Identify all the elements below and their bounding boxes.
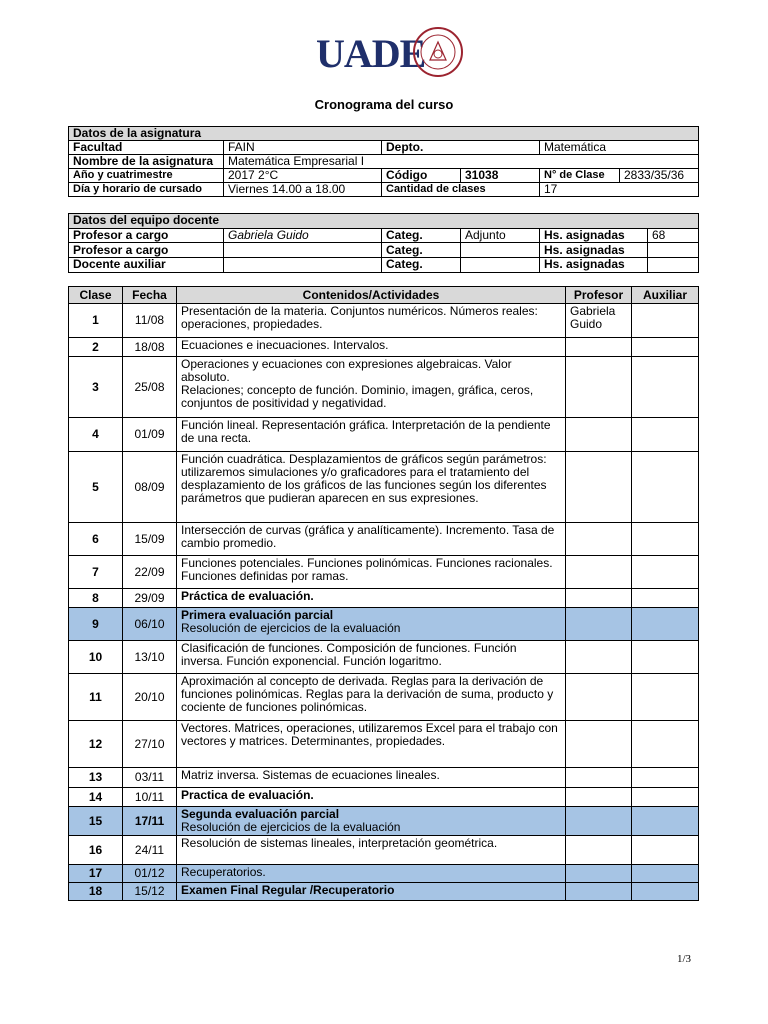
clase-number: 2 (69, 338, 123, 357)
fecha-cell: 11/08 (123, 304, 177, 338)
asignatura-section-title: Datos de la asignatura (69, 127, 699, 141)
contenidos-cell (177, 338, 566, 357)
cantidad-value: 17 (540, 183, 699, 197)
contenido-line: Resolución de ejercicios de la evaluación (181, 820, 401, 834)
hs-label: Hs. asignadas (540, 258, 648, 273)
table-row (69, 556, 699, 589)
fecha-cell: 22/09 (123, 556, 177, 589)
clase-number: 12 (69, 721, 123, 768)
contenido-line: Resolución de sistemas lineales, interpretación geométrica. (181, 836, 498, 850)
fecha-cell: 01/09 (123, 418, 177, 452)
fecha-cell: 08/09 (123, 452, 177, 523)
cronograma-body (69, 304, 699, 901)
profesor-cell (566, 865, 632, 883)
contenidos-cell (177, 721, 566, 768)
profesor-cell (566, 721, 632, 768)
contenido-line: Recuperatorios. (181, 865, 266, 879)
categ-label: Categ. (382, 243, 461, 258)
auxiliar-cell (632, 674, 699, 721)
contenidos-cell (177, 641, 566, 674)
profesor-cell (566, 836, 632, 865)
contenido-line: Ecuaciones e inecuaciones. Intervalos. (181, 338, 389, 352)
contenidos-cell (177, 589, 566, 608)
codigo-label: Código (382, 169, 461, 183)
table-row (69, 418, 699, 452)
contenidos-cell (177, 608, 566, 641)
contenidos-cell (177, 674, 566, 721)
clase-number: 15 (69, 807, 123, 836)
table-row (69, 589, 699, 608)
nombre-value: Matemática Empresarial I (224, 155, 699, 169)
clase-number: 7 (69, 556, 123, 589)
fecha-cell: 15/09 (123, 523, 177, 556)
auxiliar-cell (632, 556, 699, 589)
auxiliar-cell (632, 418, 699, 452)
clase-label: N° de Clase (540, 169, 620, 183)
contenido-line: Vectores. Matrices, operaciones, utilizaremos Excel para el trabajo con vectores y matrices. Determinantes, propiedades. (181, 721, 558, 748)
categ-label: Categ. (382, 228, 461, 243)
auxiliar-cell (632, 788, 699, 807)
contenido-line: Función cuadrática. Desplazamientos de gráficos según parámetros: utilizaremos simulaciones y/o graficadores para el tratamiento del desplazamiento de los gráficos de las funciones según los diferentes parámetros que pudieran aparecen en sus expresiones. (181, 452, 547, 505)
hs-value (648, 243, 699, 258)
clase-number: 16 (69, 836, 123, 865)
contenidos-cell (177, 523, 566, 556)
auxiliar-cell (632, 452, 699, 523)
table-row (69, 865, 699, 883)
facultad-value: FAIN (224, 141, 382, 155)
clase-number: 18 (69, 883, 123, 901)
fecha-cell: 10/11 (123, 788, 177, 807)
table-row (69, 452, 699, 523)
contenido-line: Práctica de evaluación. (181, 589, 314, 603)
hs-value: 68 (648, 228, 699, 243)
asignatura-table (68, 126, 699, 197)
contenidos-cell (177, 807, 566, 836)
contenidos-cell (177, 556, 566, 589)
contenidos-cell (177, 865, 566, 883)
clase-number: 3 (69, 357, 123, 418)
clase-value: 2833/35/36 (620, 169, 699, 183)
anio-value: 2017 2°C (224, 169, 382, 183)
auxiliar-cell (632, 807, 699, 836)
contenido-line: Matriz inversa. Sistemas de ecuaciones lineales. (181, 768, 440, 782)
auxiliar-cell (632, 357, 699, 418)
clase-number: 9 (69, 608, 123, 641)
profesor-cell (566, 523, 632, 556)
horario-label: Día y horario de cursado (69, 183, 224, 197)
docente-name: Gabriela Guido (224, 228, 382, 243)
profesor-cell (566, 589, 632, 608)
codigo-value: 31038 (461, 169, 540, 183)
contenido-line: Relaciones; concepto de función. Dominio, imagen, gráfica, ceros, conjuntos de positividad y negatividad. (181, 383, 534, 410)
table-row (69, 523, 699, 556)
table-row (69, 788, 699, 807)
fecha-cell: 15/12 (123, 883, 177, 901)
fecha-cell: 03/11 (123, 768, 177, 788)
header-contenidos: Contenidos/Actividades (177, 287, 566, 304)
docentes-table (68, 213, 699, 273)
auxiliar-cell (632, 338, 699, 357)
categ-value (461, 258, 540, 273)
depto-label: Depto. (382, 141, 540, 155)
header-profesor: Profesor (566, 287, 632, 304)
contenido-line: Aproximación al concepto de derivada. Reglas para la derivación de funciones polinómicas. Reglas para la derivación de suma, producto y cociente de funciones polinómicas. (181, 674, 554, 714)
profesor-cell (566, 452, 632, 523)
contenido-line: Funciones potenciales. Funciones polinómicas. Funciones racionales. Funciones definidas por ramas. (181, 556, 553, 583)
profesor-cell (566, 674, 632, 721)
contenido-line: Clasificación de funciones. Composición de funciones. Función inversa. Función exponencial. Función logaritmo. (181, 641, 517, 668)
contenido-line: Primera evaluación parcial (181, 608, 334, 622)
header-auxiliar: Auxiliar (632, 287, 699, 304)
clase-number: 11 (69, 674, 123, 721)
auxiliar-cell (632, 641, 699, 674)
fecha-cell: 24/11 (123, 836, 177, 865)
fecha-cell: 01/12 (123, 865, 177, 883)
fecha-cell: 25/08 (123, 357, 177, 418)
profesor-cell (566, 338, 632, 357)
table-row (69, 768, 699, 788)
clase-number: 14 (69, 788, 123, 807)
fecha-cell: 20/10 (123, 674, 177, 721)
clase-number: 8 (69, 589, 123, 608)
docente-role: Profesor a cargo (69, 243, 224, 258)
contenidos-cell (177, 788, 566, 807)
fecha-cell: 06/10 (123, 608, 177, 641)
table-row (69, 674, 699, 721)
auxiliar-cell (632, 836, 699, 865)
auxiliar-cell (632, 608, 699, 641)
clase-number: 13 (69, 768, 123, 788)
auxiliar-cell (632, 589, 699, 608)
depto-value: Matemática (540, 141, 699, 155)
table-row (69, 836, 699, 865)
auxiliar-cell (632, 721, 699, 768)
docente-role: Docente auxiliar (69, 258, 224, 273)
anio-label: Año y cuatrimestre (69, 169, 224, 183)
table-row (69, 807, 699, 836)
clase-number: 17 (69, 865, 123, 883)
contenido-line: Operaciones y ecuaciones con expresiones algebraicas. Valor absoluto. (181, 357, 512, 384)
profesor-cell (566, 556, 632, 589)
contenido-line: Presentación de la materia. Conjuntos numéricos. Números reales: operaciones, propiedades. (181, 304, 538, 331)
table-row (69, 883, 699, 901)
categ-label: Categ. (382, 258, 461, 273)
auxiliar-cell (632, 523, 699, 556)
auxiliar-cell (632, 883, 699, 901)
table-row (69, 608, 699, 641)
hs-label: Hs. asignadas (540, 243, 648, 258)
clase-number: 10 (69, 641, 123, 674)
contenidos-cell (177, 452, 566, 523)
profesor-cell: Gabriela Guido (566, 304, 632, 338)
profesor-cell (566, 807, 632, 836)
contenidos-cell (177, 836, 566, 865)
contenido-line: Segunda evaluación parcial (181, 807, 340, 821)
cantidad-label: Cantidad de clases (382, 183, 540, 197)
fecha-cell: 17/11 (123, 807, 177, 836)
uade-logo (312, 24, 458, 80)
cronograma-table (68, 286, 699, 901)
contenido-line: Resolución de ejercicios de la evaluación (181, 621, 401, 635)
contenidos-cell (177, 357, 566, 418)
profesor-cell (566, 608, 632, 641)
fecha-cell: 18/08 (123, 338, 177, 357)
table-row (69, 357, 699, 418)
contenido-line: Función lineal. Representación gráfica. Interpretación de la pendiente de una recta. (181, 418, 551, 445)
table-row (69, 338, 699, 357)
fecha-cell: 29/09 (123, 589, 177, 608)
contenidos-cell (177, 883, 566, 901)
auxiliar-cell (632, 865, 699, 883)
clase-number: 5 (69, 452, 123, 523)
table-row (69, 641, 699, 674)
facultad-label: Facultad (69, 141, 224, 155)
auxiliar-cell (632, 768, 699, 788)
contenidos-cell (177, 418, 566, 452)
profesor-cell (566, 641, 632, 674)
profesor-cell (566, 883, 632, 901)
categ-value: Adjunto (461, 228, 540, 243)
university-seal-icon (412, 26, 464, 78)
table-row (69, 721, 699, 768)
fecha-cell: 27/10 (123, 721, 177, 768)
clase-number: 1 (69, 304, 123, 338)
docentes-section-title: Datos del equipo docente (69, 214, 699, 229)
nombre-label: Nombre de la asignatura (69, 155, 224, 169)
contenido-line: Examen Final Regular /Recuperatorio (181, 883, 395, 897)
table-row (69, 304, 699, 338)
profesor-cell (566, 418, 632, 452)
docente-name (224, 243, 382, 258)
docente-name (224, 258, 382, 273)
contenidos-cell (177, 304, 566, 338)
logo-text: UADE (316, 31, 426, 76)
auxiliar-cell (632, 304, 699, 338)
profesor-cell (566, 788, 632, 807)
header-fecha: Fecha (123, 287, 177, 304)
contenido-line: Practica de evaluación. (181, 788, 314, 802)
fecha-cell: 13/10 (123, 641, 177, 674)
profesor-cell (566, 357, 632, 418)
contenidos-cell (177, 768, 566, 788)
clase-number: 6 (69, 523, 123, 556)
profesor-cell (566, 768, 632, 788)
page-title: Cronograma del curso (314, 97, 454, 112)
hs-label: Hs. asignadas (540, 228, 648, 243)
contenido-line: Intersección de curvas (gráfica y analíticamente). Incremento. Tasa de cambio promedio. (181, 523, 555, 550)
clase-number: 4 (69, 418, 123, 452)
horario-value: Viernes 14.00 a 18.00 (224, 183, 382, 197)
page-number: 1/3 (677, 953, 692, 965)
categ-value (461, 243, 540, 258)
hs-value (648, 258, 699, 273)
header-clase: Clase (69, 287, 123, 304)
docente-role: Profesor a cargo (69, 228, 224, 243)
